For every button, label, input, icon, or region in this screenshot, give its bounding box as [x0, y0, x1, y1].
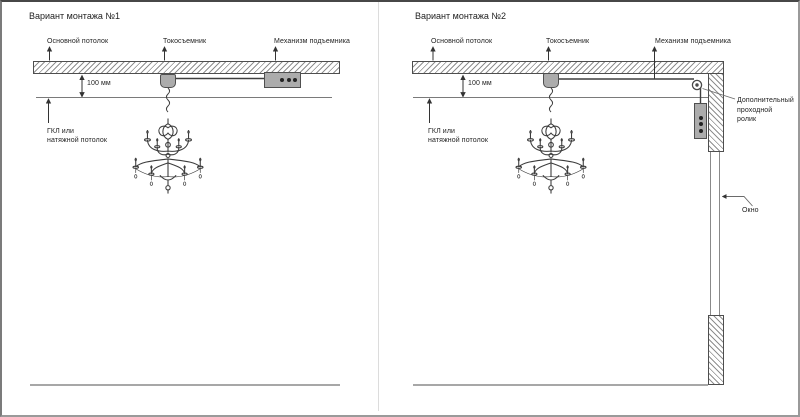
indicator-dot — [280, 78, 284, 82]
panel1-lift-mechanism — [264, 72, 301, 88]
panel2-collector-label: Токосъемник — [546, 38, 590, 45]
panel1-current-collector — [160, 74, 176, 88]
panel2-suspended-ceiling-line2: натяжной потолок — [428, 136, 489, 144]
panel-divider — [378, 2, 379, 411]
panel1-suspended-ceiling-label — [47, 128, 107, 145]
panel2-extra-roller-line3: ролик — [737, 116, 757, 123]
panel1-gap-dimension-label: 100 мм — [87, 80, 111, 87]
panel1-collector-label: Токосъемник — [163, 38, 207, 45]
panel2-suspended-ceiling-label — [428, 128, 488, 145]
chandelier-panel1 — [133, 119, 203, 193]
panel2-current-collector — [543, 73, 559, 88]
panel2-extra-roller-line2: проходной — [737, 106, 773, 114]
pass-through-roller — [692, 80, 701, 89]
panel2-main-ceiling-label: Основной потолок — [431, 38, 493, 45]
panel1-mechanism-label: Механизм подъемника — [274, 38, 351, 45]
panel1-main-ceiling-label: Основной потолок — [47, 38, 109, 45]
panel2-suspended-ceiling-line1: ГКЛ или — [428, 128, 456, 135]
panel2-mechanism-label: Механизм подъемника — [655, 38, 732, 45]
panel2-lift-mechanism — [694, 103, 707, 139]
panel2-title: Вариант монтажа №2 — [415, 11, 507, 21]
panel2-ceiling-slab — [412, 61, 724, 74]
chandelier-panel2 — [516, 119, 586, 193]
panel2-wall-upper-section — [708, 73, 724, 152]
panel2-wall-lower-section — [708, 315, 724, 385]
chandelier-chains — [166, 88, 552, 112]
panel1-suspended-ceiling-line1: ГКЛ или — [47, 128, 75, 135]
panel2-gap-dimension-label: 100 мм — [468, 80, 492, 87]
panel1-title: Вариант монтажа №1 — [29, 11, 121, 21]
indicator-dot — [699, 116, 703, 120]
panel2-window — [710, 152, 720, 315]
panel2-window-label: Окно — [742, 207, 759, 214]
lift-cables — [176, 79, 701, 104]
panel2-extra-roller-line1: Дополнительный — [737, 97, 794, 104]
indicator-dot — [699, 129, 703, 133]
indicator-dot — [287, 78, 291, 82]
indicator-dot — [293, 78, 297, 82]
indicator-dot — [699, 122, 703, 126]
panel1-suspended-ceiling-line2: натяжной потолок — [47, 136, 108, 144]
panel2-extra-roller-label — [737, 96, 794, 125]
panel2-label-arrows — [430, 47, 655, 123]
